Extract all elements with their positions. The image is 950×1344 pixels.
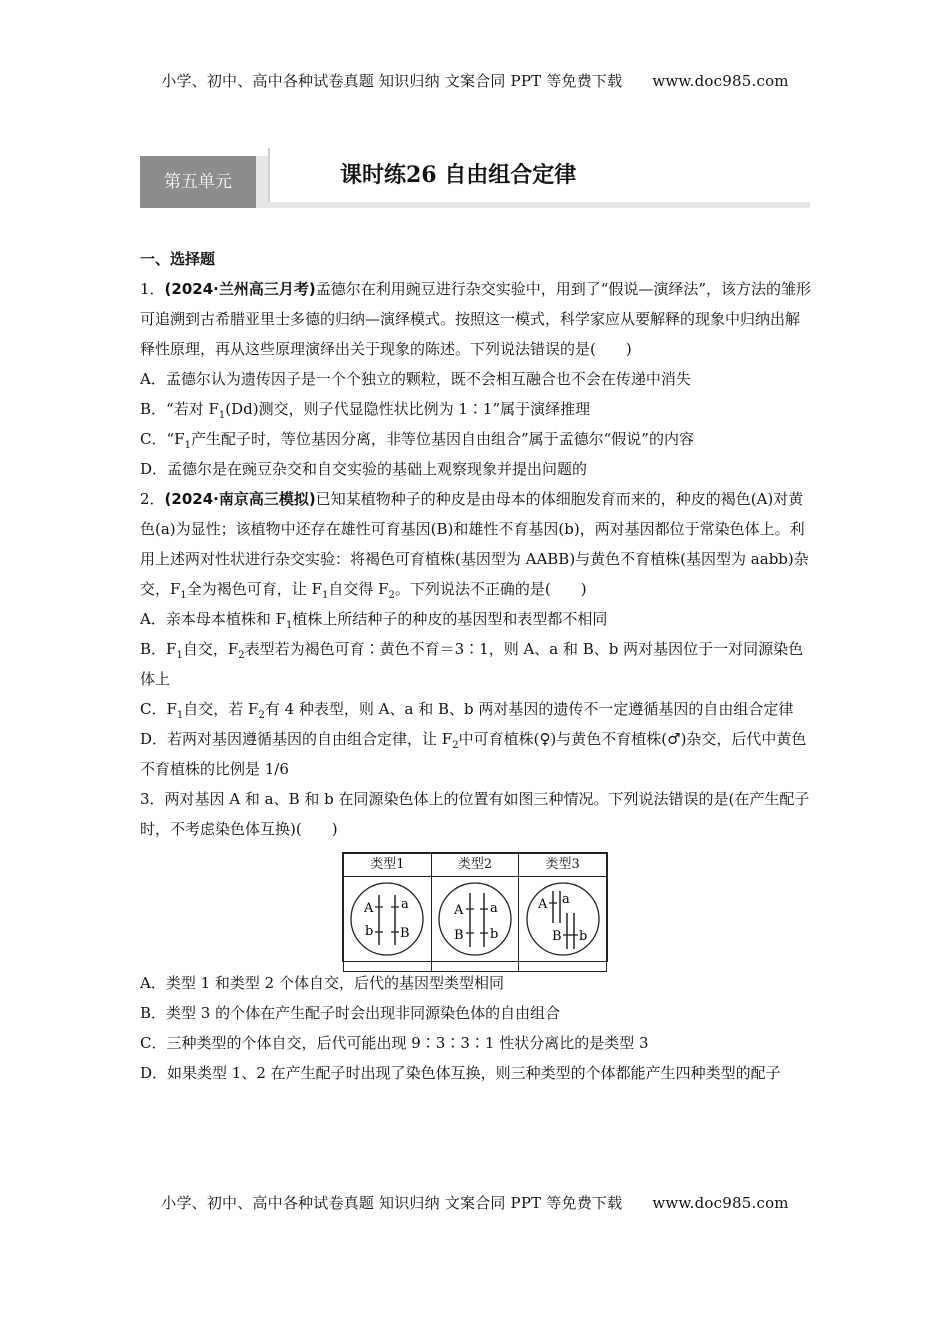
question-2-option-d[interactable]: D．若两对基因遵循基因的自由组合定律，让 $F_2$中可育植株(♀)与黄色不育植株(♂)杂交，后代中黄色不育植株的比例是 1/6 (140, 730, 807, 778)
type2-cell-diagram (432, 877, 518, 961)
gene-label: B (400, 926, 410, 941)
site-slogan: 小学、初中、高中各种试卷真题 知识归纳 文案合同 PPT 等免费下载 (161, 72, 623, 90)
gene-label: a (401, 897, 410, 912)
question-source: (2024·南京高三模拟) (164, 490, 316, 508)
question-text: 孟德尔在利用豌豆进行杂交实验中，用到了“假说—演绎法”，该方法的雏形可追溯到古希腊亚里士多德的归纳—演绎模式。按照这一模式，科学家应从要解释的现象中归纳出解释性原理，再从这些原理演绎出关于现象的陈述。下列说法错误的是( ) (140, 280, 812, 358)
question-3-stem (140, 784, 812, 844)
question-2-option-b[interactable]: B．$F_1$自交，$F_2$表型若为褐色可育∶黄色不育＝3∶1，则 A、a 和 B、b 两对基因位于一对同源染色体上 (140, 640, 804, 688)
question-2-option-a[interactable]: A．亲本母本植株和 $F_1$植株上所结种子的种皮的基因型和表型都不相同 (140, 610, 608, 631)
question-3-option-b[interactable]: B．类型 3 的个体在产生配子时会出现非同源染色体的自由组合 (140, 1004, 561, 1022)
gene-label: a (489, 901, 498, 916)
exercise-content (140, 244, 812, 1088)
question-number: 2． (140, 490, 165, 508)
question-3-option-d[interactable]: D．如果类型 1、2 在产生配子时出现了染色体互换，则三种类型的个体都能产生四种类型的配子 (140, 1064, 781, 1082)
unit-label: 第五单元 (140, 156, 256, 208)
gene-label: A (537, 897, 548, 912)
gene-label: B (453, 928, 464, 943)
question-text: 两对基因 A 和 a、B 和 b 在同源染色体上的位置有如图三种情况。下列说法错误的是(在产生配子时，不考虑染色体互换)( ) (140, 790, 810, 838)
lesson-banner (140, 146, 810, 214)
gene-label: A (364, 901, 374, 916)
question-2-option-c[interactable]: C．$F_1$自交，若 $F_2$有 4 种表型，则 A、a 和 B、b 两对基因的遗传不一定遵循基因的自由组合定律 (140, 700, 794, 721)
site-header (0, 70, 950, 91)
figure-cell-type2 (431, 877, 519, 972)
figure-header-type2: 类型2 (431, 854, 519, 877)
question-1-option-c[interactable]: C．“$F_1$产生配子时，等位基因分离，非等位基因自由组合”属于孟德尔“假说”的内容 (140, 430, 694, 451)
site-slogan: 小学、初中、高中各种试卷真题 知识归纳 文案合同 PPT 等免费下载 (161, 1194, 623, 1212)
question-1-stem (140, 274, 812, 364)
question-number: 1． (140, 280, 165, 298)
gene-label: b (365, 924, 374, 939)
figure-header-type3: 类型3 (519, 854, 607, 877)
question-source: (2024·兰州高三月考) (164, 280, 316, 298)
question-1-option-b[interactable]: B．“若对 $F_1(Dd)$测交，则子代显隐性状比例为 1∶1”属于演绎推理 (140, 400, 591, 421)
question-2-stem: 2．(2024·南京高三模拟)已知某植物种子的种皮是由母本的体细胞发育而来的，种皮的褐色(A)对黄色(a)为显性；该植物中还存在雄性可育基因(B)和雄性不育基因(b)，两对基因都位于常染色体上。利用上述两对性状进行杂交实验：将褐色可育植株(基因型为 AABB)与黄色不育植株(基因型为 aabb)杂交，$F_1$全为褐色可育，让 $F_1$自交得 $F_2$。下列说法不正确的是( ) (140, 490, 809, 601)
figure-header-type1: 类型1 (344, 854, 432, 877)
question-1-option-a[interactable]: A．孟德尔认为遗传因子是一个个独立的颗粒，既不会相互融合也不会在传递中消失 (140, 370, 691, 388)
gene-label: A (453, 903, 464, 918)
question-3-option-a[interactable]: A．类型 1 和类型 2 个体自交，后代的基因型类型相同 (140, 974, 504, 992)
gene-label: b (489, 927, 499, 942)
section-heading: 一、选择题 (140, 250, 216, 268)
site-url[interactable]: www.doc985.com (652, 1194, 789, 1212)
gene-label: b (578, 929, 587, 944)
lesson-title: 课时练26 自由组合定律 (340, 162, 577, 188)
figure-cell-type3 (519, 877, 607, 972)
figure-cell-type1 (344, 877, 432, 972)
site-url[interactable]: www.doc985.com (652, 72, 789, 90)
question-1-option-d[interactable]: D．孟德尔是在豌豆杂交和自交实验的基础上观察现象并提出问题的 (140, 460, 588, 478)
question-3-option-c[interactable]: C．三种类型的个体自交，后代可能出现 9∶3∶3∶1 性状分离比的是类型 3 (140, 1034, 649, 1052)
site-footer (0, 1192, 950, 1213)
type3-cell-diagram (520, 877, 606, 961)
gene-label: B (551, 929, 562, 944)
gene-label: a (561, 892, 570, 907)
chromosome-figure (342, 852, 608, 962)
question-number: 3． (140, 790, 165, 808)
type1-cell-diagram (344, 877, 430, 961)
